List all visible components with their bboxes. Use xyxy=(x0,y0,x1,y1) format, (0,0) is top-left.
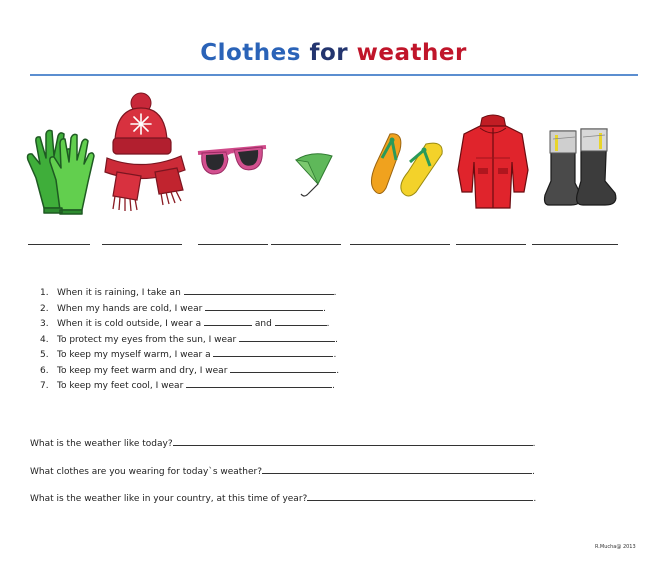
answer-field[interactable] xyxy=(230,363,336,373)
answer-field[interactable] xyxy=(204,316,252,326)
list-item: 3. When it is cold outside, I wear a and . xyxy=(40,316,339,332)
answer-field[interactable] xyxy=(262,464,532,474)
author-credit: R.Mucha@ 2013 xyxy=(595,544,636,550)
title-divider xyxy=(30,74,638,76)
hat-and-scarf-icon xyxy=(103,92,188,212)
picture-answer-line-4[interactable] xyxy=(271,244,341,245)
sunglasses-icon xyxy=(196,143,268,183)
title-word-for: for xyxy=(309,40,349,66)
picture-answer-line-5[interactable] xyxy=(350,244,450,245)
picture-answer-line-6[interactable] xyxy=(456,244,526,245)
list-item: 5. To keep my myself warm, I wear a . xyxy=(40,347,339,363)
answer-field[interactable] xyxy=(173,436,533,446)
sentence-text: When it is raining, I take an xyxy=(57,288,181,298)
answer-field[interactable] xyxy=(239,332,335,342)
list-item: 7. To keep my feet cool, I wear . xyxy=(40,378,339,394)
answer-field[interactable] xyxy=(275,316,327,326)
picture-answer-line-2[interactable] xyxy=(102,244,182,245)
sentence-text: When it is cold outside, I wear a xyxy=(57,319,202,329)
answer-field[interactable] xyxy=(186,378,332,388)
answer-field[interactable] xyxy=(205,301,323,311)
list-item: 6. To keep my feet warm and dry, I wear . xyxy=(40,363,339,379)
picture-answer-line-3[interactable] xyxy=(198,244,268,245)
title-word-weather: weather xyxy=(356,40,467,66)
sentence-list xyxy=(40,285,339,394)
jacket-icon xyxy=(456,112,530,212)
page-title xyxy=(0,40,667,66)
question-weather-country: What is the weather like in your country, at this time of year? . xyxy=(30,491,536,504)
boots-icon xyxy=(541,125,621,210)
answer-field[interactable] xyxy=(184,285,334,295)
flip-flops-icon xyxy=(368,128,450,198)
sentence-text: To keep my feet cool, I wear xyxy=(57,381,184,391)
list-item: 1. When it is raining, I take an . xyxy=(40,285,339,301)
sentence-text: When my hands are cold, I wear xyxy=(57,303,203,314)
sentence-text: To protect my eyes from the sun, I wear xyxy=(57,334,237,345)
answer-field[interactable] xyxy=(307,491,533,501)
gloves-icon xyxy=(26,120,98,215)
picture-answer-line-7[interactable] xyxy=(532,244,618,245)
title-word-clothes: Clothes xyxy=(200,40,301,66)
list-item: 4. To protect my eyes from the sun, I wear . xyxy=(40,332,339,348)
umbrella-icon xyxy=(292,150,336,200)
question-clothes-today: What clothes are you wearing for today`s weather? . xyxy=(30,464,535,477)
question-weather-today: What is the weather like today? . xyxy=(30,436,535,449)
sentence-text: To keep my feet warm and dry, I wear xyxy=(57,365,228,376)
picture-answer-line-1[interactable] xyxy=(28,244,90,245)
sentence-text: To keep my myself warm, I wear a xyxy=(57,350,211,360)
answer-field[interactable] xyxy=(213,347,333,357)
list-item: 2. When my hands are cold, I wear . xyxy=(40,301,339,317)
